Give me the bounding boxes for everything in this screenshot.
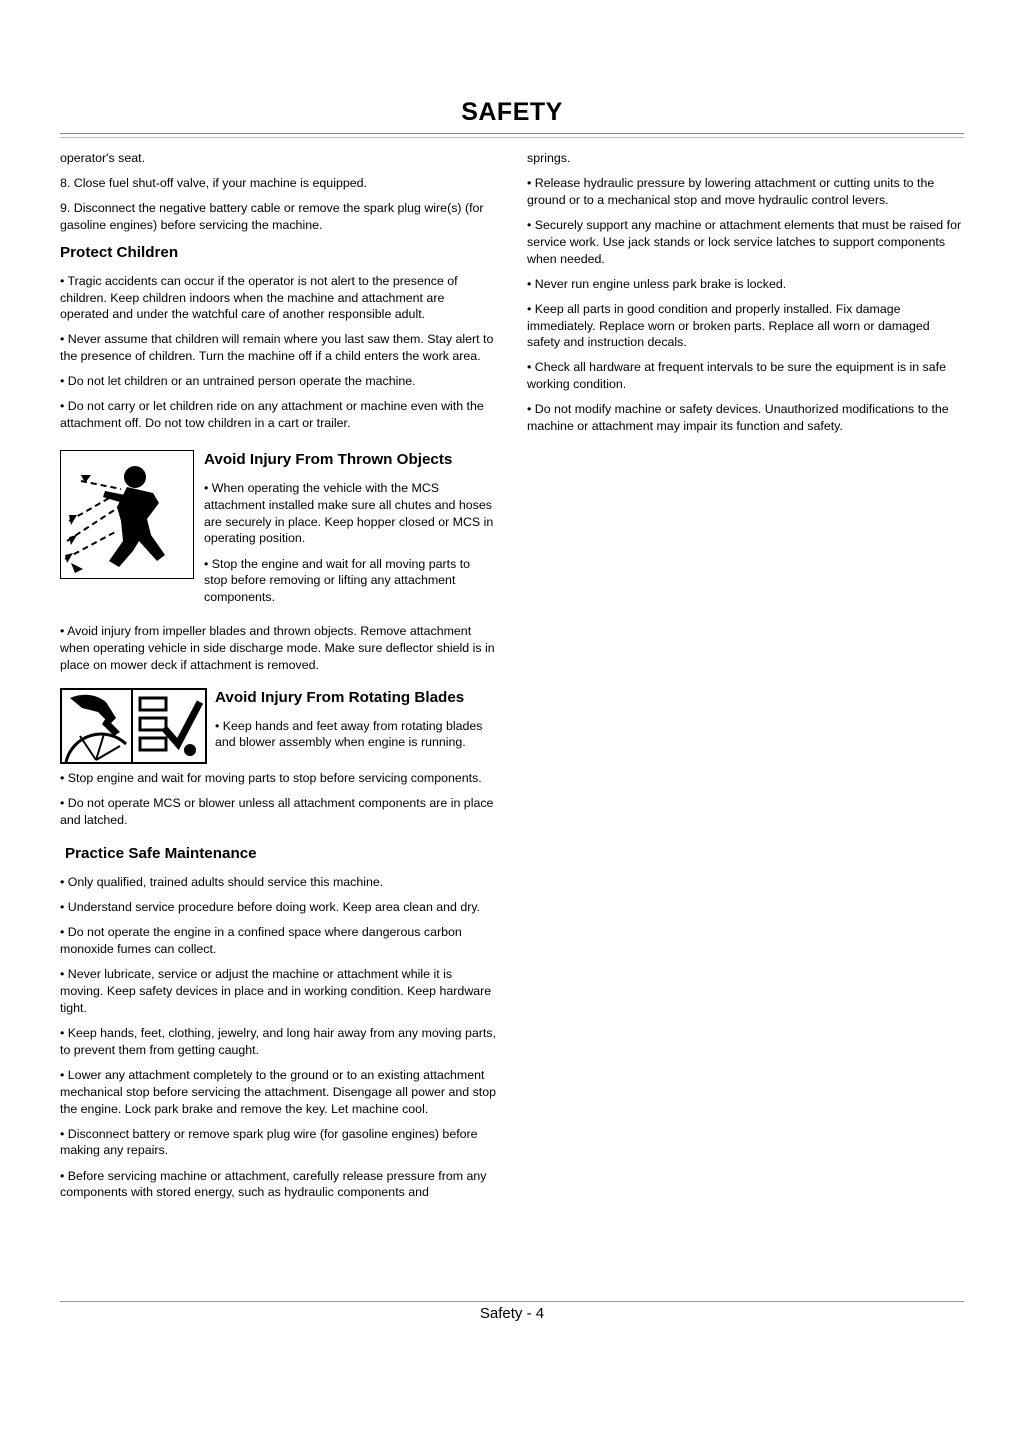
- header-rule: [60, 133, 964, 134]
- bullet-item: • Keep hands and feet away from rotating blades and blower assembly when engine is running.: [215, 718, 483, 750]
- section-heading-rotating-blades: Avoid Injury From Rotating Blades: [215, 688, 465, 706]
- bullet-item: • Release hydraulic pressure by lowering attachment or cutting units to the ground or to a mechanical stop and move hydraulic control levers.: [527, 176, 935, 207]
- bullet-item: • Never assume that children will remain where you last saw them. Stay alert to the presence of children. Turn the machine off if a child enters the work area.: [60, 332, 494, 364]
- bullet-item: • Only qualified, trained adults should service this machine.: [60, 875, 384, 890]
- section-heading-thrown-objects: Avoid Injury From Thrown Objects: [204, 451, 453, 469]
- bullet-item: • Disconnect battery or remove spark plug wire (for gasoline engines) before making any repairs.: [60, 1126, 478, 1158]
- thrown-objects-section: [60, 450, 496, 614]
- rotating-blades-section: [60, 688, 496, 764]
- thrown-objects-warning-icon: [60, 450, 194, 579]
- section-heading-protect-children: Protect Children: [60, 243, 179, 261]
- section-heading-maintenance: Practice Safe Maintenance: [65, 845, 257, 863]
- paragraph: 9. Disconnect the negative battery cable or remove the spark plug wire(s) (for gasoline engines) before servicing the machine.: [60, 201, 484, 232]
- header-rule-secondary: [60, 137, 964, 138]
- footer-rule: [60, 1301, 964, 1302]
- bullet-item: • Do not carry or let children ride on any attachment or machine even with the attachment off. Do not tow children in a cart or trailer.: [60, 399, 484, 431]
- bullet-item: • Keep hands, feet, clothing, jewelry, and long hair away from any moving parts, to prevent them from getting caught.: [60, 1026, 496, 1057]
- page-title: SAFETY: [461, 98, 563, 126]
- bullet-item: • Avoid injury from impeller blades and thrown objects. Remove attachment when operating vehicle in side discharge mode. Make sure deflector shield is in place on mower deck if attachment is removed.: [60, 624, 495, 672]
- bullet-item: • Keep all parts in good condition and properly installed. Fix damage immediately. Replace worn or broken parts. Replace all worn or damaged safety and instruction decals.: [527, 301, 930, 350]
- bullet-item: • Never lubricate, service or adjust the machine or attachment while it is moving. Keep safety devices in place and in working condition. Keep hardware tight.: [60, 967, 492, 1015]
- paragraph: springs.: [527, 151, 571, 165]
- page-number: Safety - 4: [479, 1305, 545, 1322]
- right-column: [527, 150, 964, 443]
- bullet-item: • Do not operate MCS or blower unless all attachment components are in place and latched.: [60, 795, 494, 827]
- paragraph: 8. Close fuel shut-off valve, if your machine is equipped.: [60, 176, 367, 191]
- bullet-item: • Never run engine unless park brake is locked.: [527, 276, 787, 291]
- bullet-item: • Stop the engine and wait for all moving parts to stop before removing or lifting any attachment components.: [204, 556, 471, 605]
- bullet-item: • Do not modify machine or safety devices. Unauthorized modifications to the machine or attachment may impair its function and safety.: [527, 402, 949, 434]
- rotating-blades-warning-icon: [60, 688, 207, 764]
- bullet-item: • Securely support any machine or attachment elements that must be raised for service work. Use jack stands or lock service latches to support components when needed.: [527, 217, 962, 266]
- bullet-item: • Check all hardware at frequent intervals to be sure the equipment is in safe working condition.: [527, 360, 946, 392]
- bullet-item: • Tragic accidents can occur if the operator is not alert to the presence of children. Keep children indoors when the machine and attachment are operated and under the watchful care of another responsible adult.: [60, 273, 458, 322]
- bullet-item: • When operating the vehicle with the MCS attachment installed make sure all chutes and hoses are securely in place. Keep hopper closed or MCS in operating position.: [204, 481, 494, 546]
- left-column: [60, 150, 496, 1209]
- bullet-item: • Do not operate the engine in a confined space where dangerous carbon monoxide fumes can collect.: [60, 925, 462, 957]
- bullet-item: • Do not let children or an untrained person operate the machine.: [60, 374, 416, 389]
- bullet-item: • Lower any attachment completely to the ground or to an existing attachment mechanical stop before servicing the attachment. Disengage all power and stop the engine. Lock park brake and remove the key. Let machine cool.: [60, 1067, 496, 1116]
- bullet-item: • Understand service procedure before doing work. Keep area clean and dry.: [60, 900, 481, 915]
- bullet-item: • Stop engine and wait for moving parts to stop before servicing components.: [60, 770, 482, 785]
- paragraph: operator's seat.: [60, 151, 146, 165]
- bullet-item: • Before servicing machine or attachment, carefully release pressure from any components with stored energy, such as hydraulic components and: [60, 1168, 487, 1200]
